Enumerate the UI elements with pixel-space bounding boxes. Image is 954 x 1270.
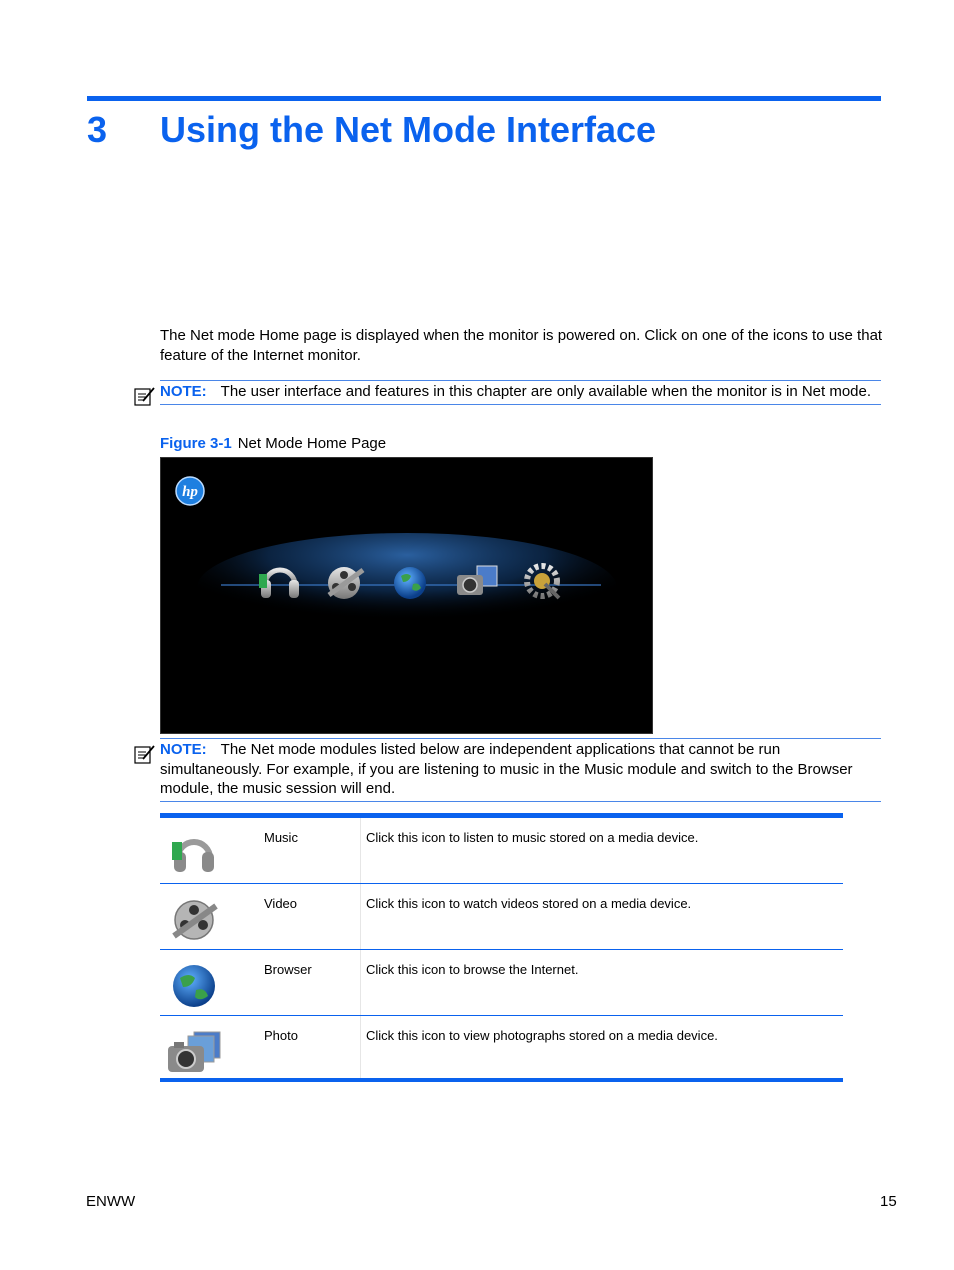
figure-caption bbox=[160, 434, 386, 454]
note-box bbox=[160, 738, 881, 802]
intro-paragraph: The Net mode Home page is displayed when the monitor is powered on. Click on one of the icons to use that feature of the Internet monitor. bbox=[160, 327, 883, 364]
page-number: 15 bbox=[880, 1193, 897, 1210]
chapter-title: Using the Net Mode Interface bbox=[160, 109, 657, 150]
note-icon bbox=[134, 386, 156, 406]
headphones-icon bbox=[166, 828, 222, 878]
table-row bbox=[160, 818, 843, 884]
note-box bbox=[160, 380, 881, 405]
chapter-rule bbox=[87, 96, 881, 101]
module-name: Music bbox=[264, 830, 298, 845]
film-reel-icon bbox=[166, 894, 222, 944]
footer-left: ENWW bbox=[86, 1193, 136, 1210]
chapter-number: 3 bbox=[87, 109, 108, 150]
browser-globe-icon[interactable] bbox=[394, 567, 426, 599]
hp-logo-icon bbox=[176, 477, 204, 505]
camera-icon bbox=[166, 1026, 222, 1076]
module-name: Video bbox=[264, 896, 298, 911]
svg-text:hp: hp bbox=[182, 484, 198, 500]
table-row bbox=[160, 1016, 843, 1078]
module-name: Photo bbox=[264, 1028, 298, 1043]
note-label: NOTE: bbox=[160, 741, 207, 758]
module-name: Browser bbox=[264, 962, 312, 977]
note-text: The Net mode modules listed below are independent applications that cannot be run simultaneously. For example, if you are listening to music in the Music module and switch to the Browser module, the music session will end. bbox=[160, 741, 853, 797]
table-row bbox=[160, 950, 843, 1016]
table-row bbox=[160, 884, 843, 950]
net-mode-home-screen bbox=[160, 457, 653, 734]
note-text: The user interface and features in this chapter are only available when the monitor is in Net mode. bbox=[220, 383, 872, 400]
figure-label: Figure 3-1 bbox=[160, 435, 232, 452]
module-description: Click this icon to listen to music stored on a media device. bbox=[366, 830, 699, 845]
module-description: Click this icon to browse the Internet. bbox=[366, 962, 579, 977]
module-description: Click this icon to watch videos stored on a media device. bbox=[366, 896, 692, 911]
module-table bbox=[160, 813, 843, 1082]
figure-caption-text: Net Mode Home Page bbox=[237, 435, 387, 452]
note-icon bbox=[134, 744, 156, 764]
net-mode-home-graphic bbox=[161, 458, 653, 734]
note-label: NOTE: bbox=[160, 383, 207, 400]
module-description: Click this icon to view photographs stored on a media device. bbox=[366, 1028, 718, 1043]
globe-icon bbox=[166, 960, 222, 1010]
